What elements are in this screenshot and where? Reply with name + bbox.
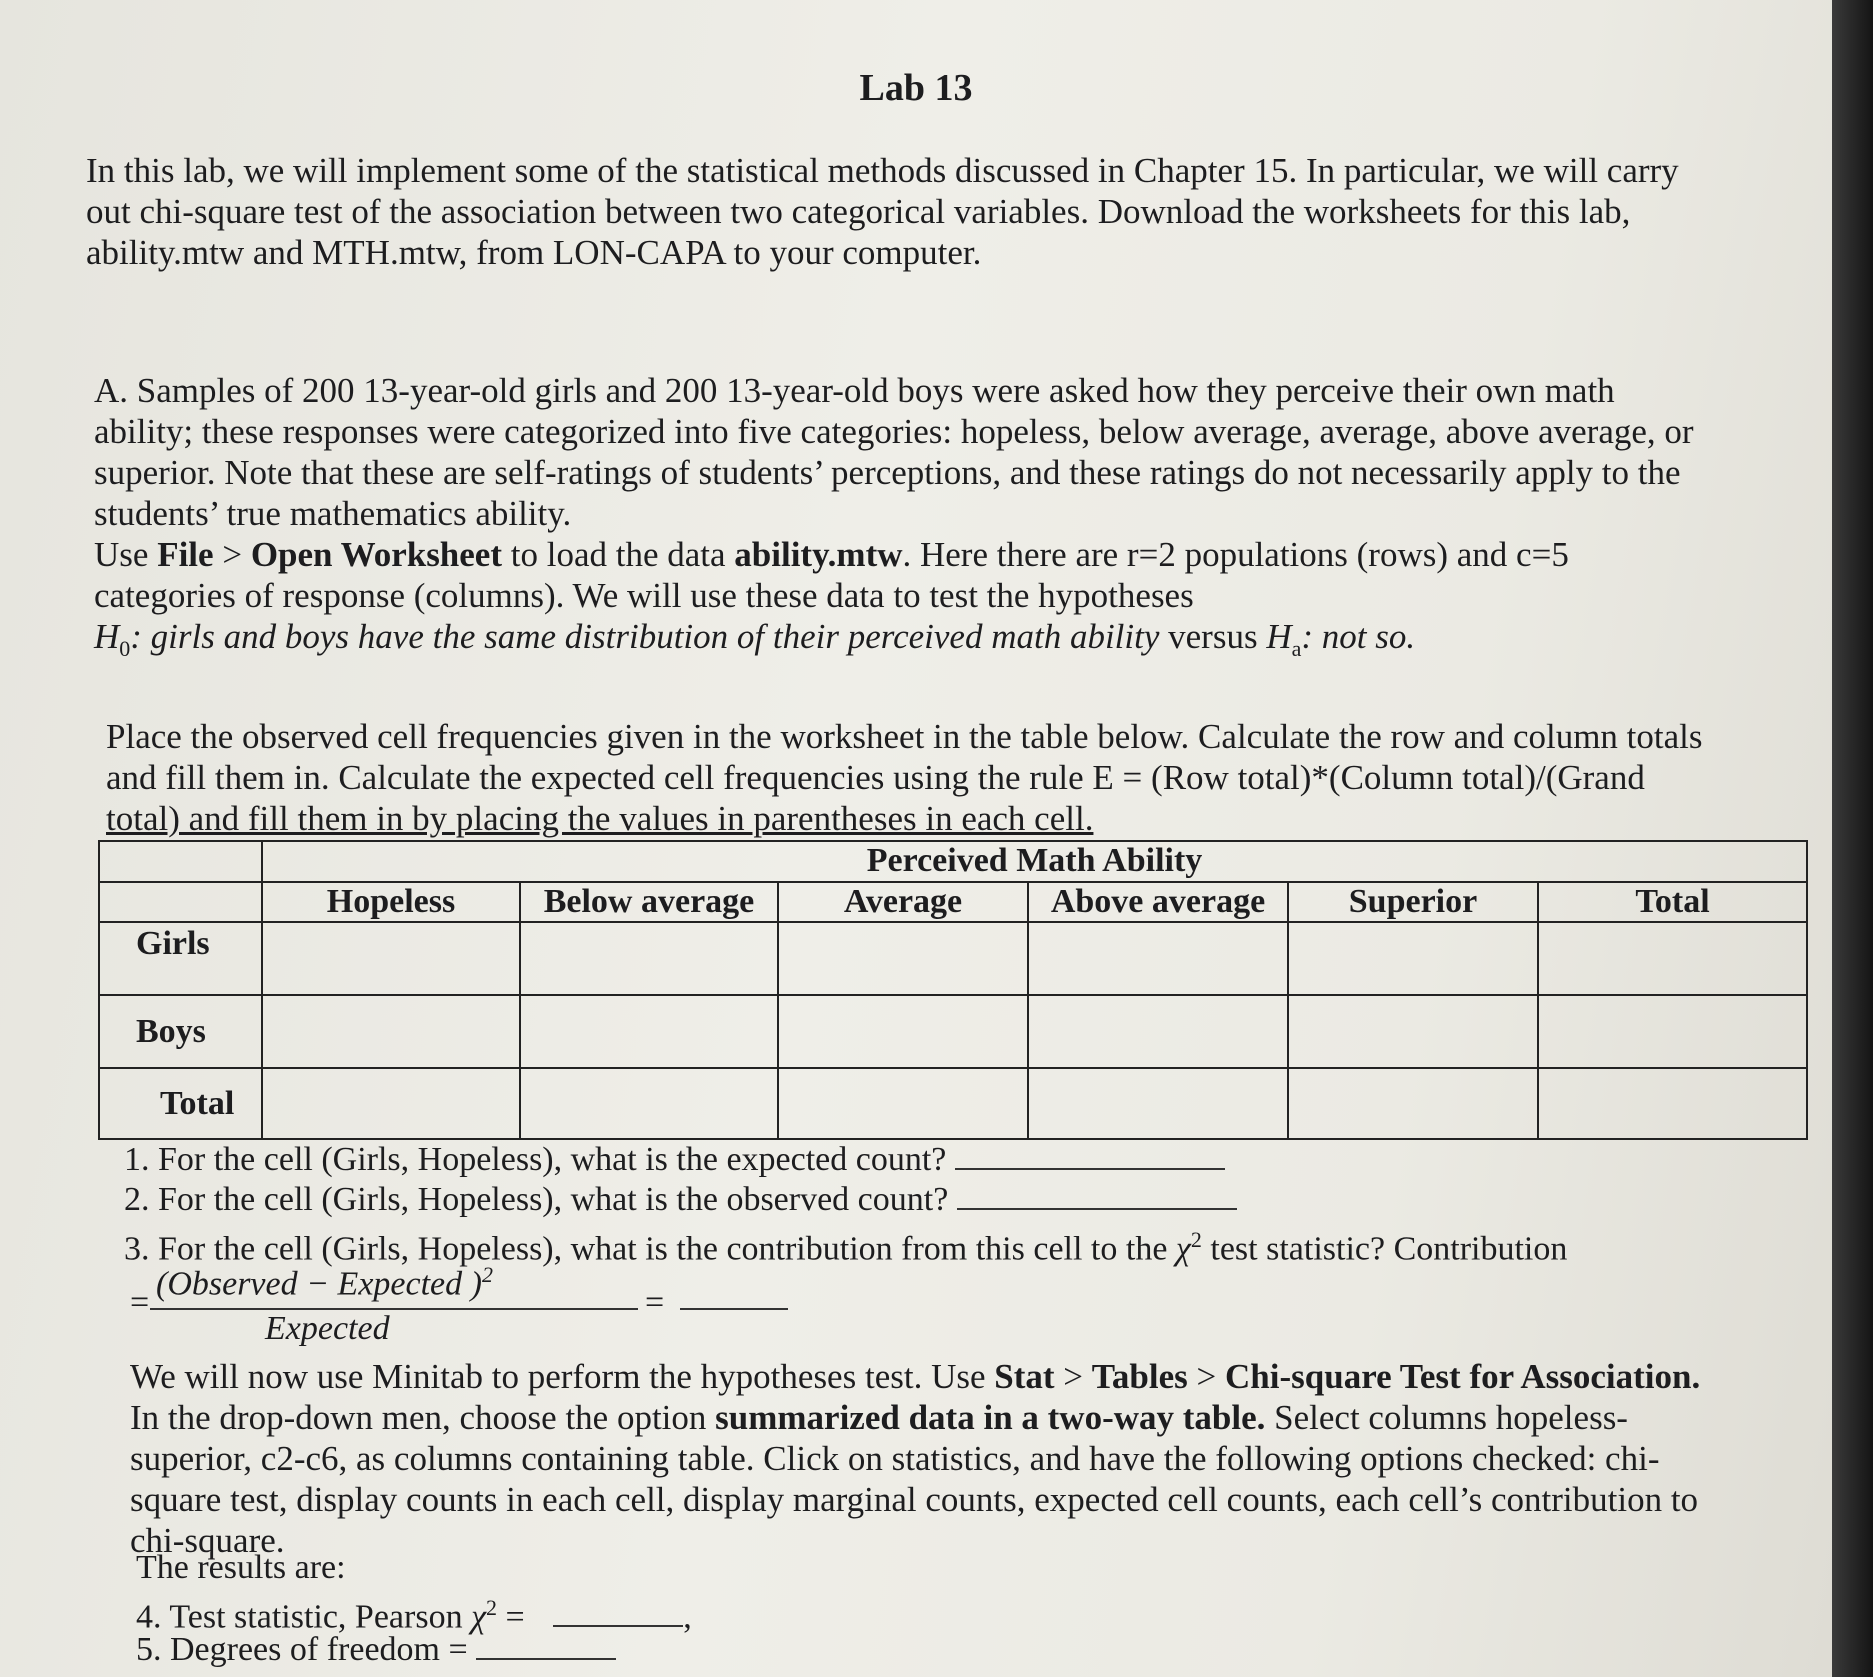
results-label: The results are: [136, 1549, 346, 1586]
table-cell[interactable] [778, 922, 1028, 995]
minitab-line [130, 1397, 1750, 1438]
question-4-comma: , [683, 1598, 692, 1636]
section-a-line: superior. Note that these are self-ratings of students’ perceptions, and these ratings do not necessarily apply to the [94, 453, 1681, 492]
answer-blank-2[interactable] [957, 1178, 1237, 1210]
table-group-header-row [99, 841, 1807, 882]
column-header-superior: Superior [1288, 882, 1538, 923]
question-5 [136, 1628, 616, 1670]
versus-text: versus [1159, 617, 1267, 656]
table-header-row [99, 882, 1807, 923]
menu-separator: > [213, 535, 251, 574]
menu-chi-square-test: Chi-square Test for Association. [1225, 1357, 1701, 1396]
row-header-total: Total [99, 1068, 262, 1139]
place-line: total) and fill them in by placing the values in parentheses in each cell. [106, 799, 1094, 838]
frequency-table [98, 840, 1808, 1140]
chi-exponent: 2 [486, 1595, 498, 1620]
hypotheses-line [94, 616, 1814, 669]
section-a-line: A. Samples of 200 13-year-old girls and 200 13-year-old boys were asked how they perceive their own math [94, 371, 1615, 410]
question-2 [124, 1178, 1237, 1220]
menu-open-worksheet: Open Worksheet [250, 535, 502, 574]
table-corner-cell [99, 882, 262, 923]
formula-equals: = [130, 1284, 150, 1321]
table-cell[interactable] [520, 1068, 778, 1139]
use-mid: to load the data [502, 535, 735, 574]
menu-file: File [157, 535, 214, 574]
chi-exponent: 2 [1190, 1227, 1202, 1252]
table-cell[interactable] [1538, 995, 1807, 1068]
minitab-text: We will now use Minitab to perform the hypotheses test. Use [130, 1357, 995, 1396]
minitab-line: chi-square. [130, 1521, 285, 1560]
question-1-text: 1. For the cell (Girls, Hopeless), what is the expected count? [124, 1141, 947, 1178]
use-rest: . Here there are r=2 populations (rows) and c=5 [902, 535, 1569, 574]
ha-label: H [1266, 617, 1292, 656]
table-corner-cell [99, 841, 262, 882]
intro-paragraph [86, 150, 1831, 273]
question-3-text-a: 3. For the cell (Girls, Hopeless), what is the contribution from this cell to the [124, 1230, 1176, 1268]
row-header-boys: Boys [99, 995, 262, 1068]
h0-label: H [94, 617, 120, 656]
table-cell[interactable] [1538, 1068, 1807, 1139]
h0-text: : girls and boys have the same distribution of their perceived math ability [130, 617, 1160, 656]
instruction-line [94, 534, 1814, 575]
table-cell[interactable] [1538, 922, 1807, 995]
section-a-line: ability; these responses were categorized into five categories: hopeless, below average, average, above average, or [94, 412, 1694, 451]
intro-line: ability.mtw and MTH.mtw, from LON-CAPA to your computer. [86, 233, 982, 272]
menu-stat: Stat [994, 1357, 1055, 1396]
table-cell[interactable] [1288, 922, 1538, 995]
section-a-line: students’ true mathematics ability. [94, 494, 572, 533]
table-cell[interactable] [262, 922, 520, 995]
question-5-text: 5. Degrees of freedom = [136, 1631, 468, 1668]
section-a [94, 370, 1814, 669]
question-4-text: 4. Test statistic, Pearson [136, 1598, 472, 1636]
h0-subscript: 0 [119, 636, 131, 661]
question-1 [124, 1138, 1225, 1180]
page-title: Lab 13 [859, 67, 973, 109]
menu-tables: Tables [1091, 1357, 1188, 1396]
table-row-total [99, 1068, 1807, 1139]
formula-denominator: Expected [265, 1310, 390, 1347]
table-cell[interactable] [778, 1068, 1028, 1139]
table-cell[interactable] [262, 995, 520, 1068]
perceived-math-ability-header: Perceived Math Ability [262, 841, 1807, 882]
minitab-text: In the drop-down men, choose the option [130, 1398, 716, 1437]
question-2-text: 2. For the cell (Girls, Hopeless), what is the observed count? [124, 1181, 949, 1218]
minitab-instructions [130, 1356, 1750, 1561]
table-cell[interactable] [1288, 1068, 1538, 1139]
table-cell[interactable] [520, 995, 778, 1068]
chi-symbol: χ [1175, 1230, 1191, 1268]
table-cell[interactable] [1028, 1068, 1288, 1139]
option-summarized-data: summarized data in a two-way table. [715, 1398, 1266, 1437]
minitab-line: square test, display counts in each cell, display marginal counts, expected cell counts, each cell’s contribution to [130, 1480, 1699, 1519]
formula-equals-2: = [645, 1284, 665, 1321]
table-row-girls [99, 922, 1807, 995]
table-cell[interactable] [1288, 995, 1538, 1068]
answer-blank-5[interactable] [476, 1628, 616, 1660]
table-cell[interactable] [778, 995, 1028, 1068]
table-cell[interactable] [262, 1068, 520, 1139]
section-a-line: categories of response (columns). We will use these data to test the hypotheses [94, 576, 1194, 615]
table-cell[interactable] [1028, 995, 1288, 1068]
column-header-above-average: Above average [1028, 882, 1288, 923]
ha-subscript: a [1291, 636, 1302, 661]
place-line: Place the observed cell frequencies given in the worksheet in the table below. Calculate the row and column totals [106, 717, 1703, 756]
menu-separator: > [1054, 1357, 1092, 1396]
answer-blank-3[interactable] [680, 1308, 788, 1310]
place-instructions [106, 716, 1806, 839]
fraction-bar [150, 1308, 638, 1310]
intro-line: In this lab, we will implement some of the statistical methods discussed in Chapter 15. In particular, we will carry [86, 151, 1679, 190]
row-header-girls: Girls [99, 922, 262, 995]
table-cell[interactable] [1028, 922, 1288, 995]
minitab-line [130, 1356, 1750, 1397]
table-cell[interactable] [520, 922, 778, 995]
answer-blank-4[interactable] [553, 1595, 683, 1627]
menu-separator: > [1187, 1357, 1226, 1396]
intro-line: out chi-square test of the association between two categorical variables. Download the worksheets for this lab, [86, 192, 1631, 231]
answer-blank-1[interactable] [955, 1138, 1225, 1170]
ha-text: : not so. [1301, 617, 1416, 656]
use-prefix: Use [94, 535, 158, 574]
column-header-total: Total [1538, 882, 1807, 923]
formula-numerator-text: (Observed − Expected ) [156, 1265, 482, 1303]
minitab-line: superior, c2-c6, as columns containing table. Click on statistics, and have the following options checked: chi- [130, 1439, 1660, 1478]
table-row-boys [99, 995, 1807, 1068]
column-header-average: Average [778, 882, 1028, 923]
column-header-hopeless: Hopeless [262, 882, 520, 923]
column-header-below-average: Below average [520, 882, 778, 923]
formula-numerator-exponent: 2 [481, 1262, 493, 1287]
chi-symbol: χ [471, 1598, 487, 1636]
data-file-name: ability.mtw [734, 535, 903, 574]
question-3-text-b: test statistic? Contribution [1201, 1230, 1568, 1268]
screen-edge [1832, 0, 1873, 1677]
minitab-text: Select columns hopeless- [1265, 1398, 1628, 1437]
place-line: and fill them in. Calculate the expected cell frequencies using the rule E = (Row total)*(Column total)/(Grand [106, 758, 1645, 797]
formula-numerator [156, 1262, 493, 1303]
question-4-equals: = [497, 1598, 525, 1636]
